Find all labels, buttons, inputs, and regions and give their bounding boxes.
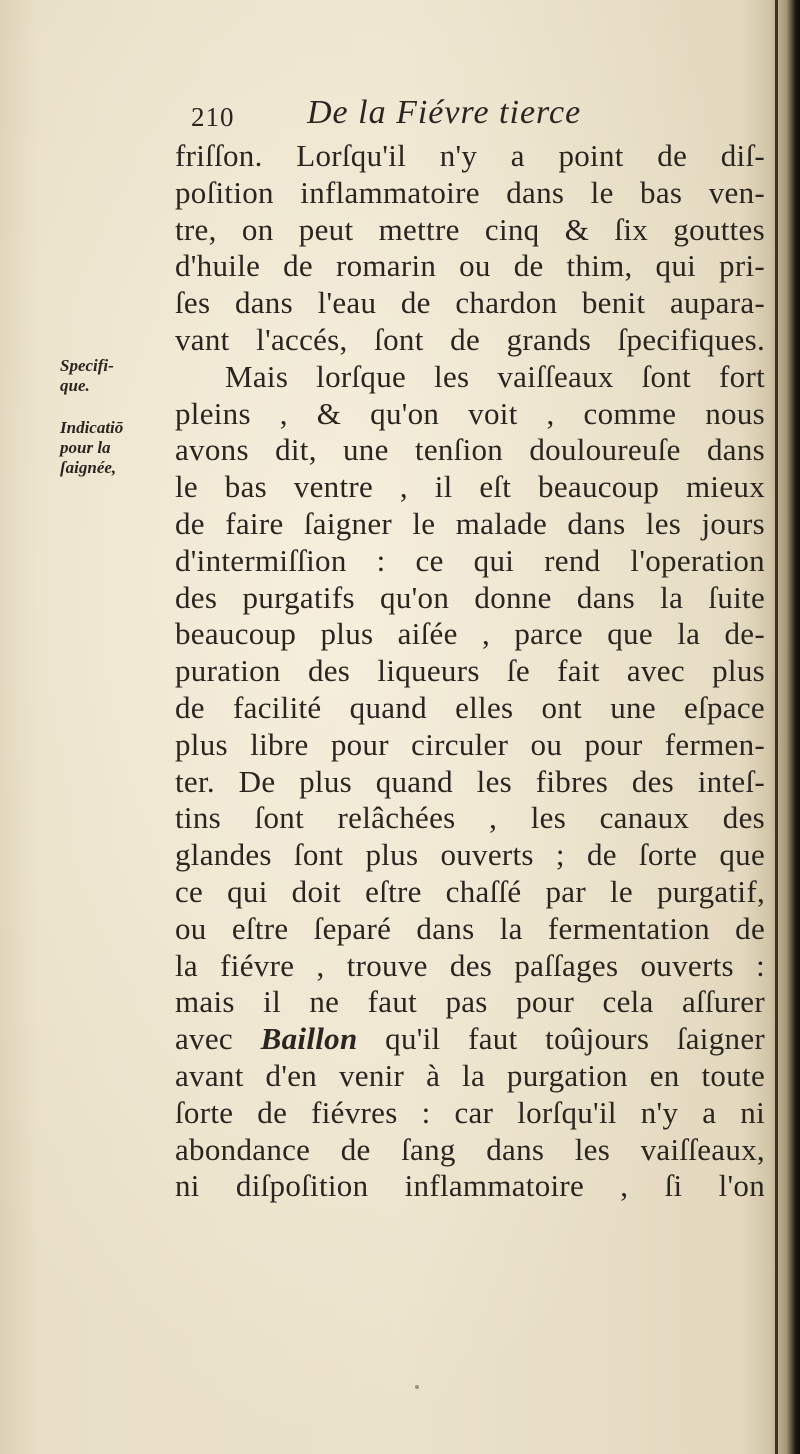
text-line: tins ſont relâchées , les canaux des [175,800,765,836]
text-line: de faire ſaigner le malade dans les jours [175,505,765,541]
text-line: beaucoup plus aiſée , parce que la de- [175,616,765,652]
text-line: tre, on peut mettre cinq & ſix gouttes [175,211,765,247]
text-line: de facilité quand elles ont une eſpace [175,689,765,725]
text-line: la fiévre , trouve des paſſages ouverts : [175,947,765,983]
binding-edge [775,0,778,1454]
text-line: pleins , & qu'on voit , comme nous [175,395,765,431]
text-line: plus libre pour circuler ou pour fermen- [175,726,765,762]
page-header [185,94,745,138]
margin-note-indication-3: ſaignée, [60,458,117,477]
text-line: mais il ne faut pas pour cela aſſurer [175,984,765,1020]
text-line: ter. De plus quand les fibres des inteſ- [175,763,765,799]
text-line: ſorte de fiévres : car lorſqu'il n'y a ni [175,1094,765,1130]
text-line: des purgatifs qu'on donne dans la ſuite [175,579,765,615]
text-line: ſes dans l'eau de chardon benit aupara- [175,285,765,321]
ink-speck [415,1385,419,1389]
text-line: ce qui doit eſtre chaſſé par le purgatif, [175,873,765,909]
margin-note-specifique-2: que. [60,376,90,395]
text-line-with-name [175,1021,765,1058]
text-fragment: qu'il faut toûjours ſaigner [357,1021,765,1057]
text-line: friſſon. Lorſqu'il n'y a point de diſ- [175,138,765,173]
text-line: le bas ventre , il eſt beaucoup mieux [175,469,765,505]
page-number: 210 [191,102,235,132]
text-line: avant d'en venir à la purgation en toute [175,1057,765,1093]
text-line: poſition inflammatoire dans le bas ven- [175,174,765,210]
text-line: avons dit, une tenſion douloureuſe dans [175,432,765,468]
text-line: ni diſpoſition inflammatoire , ſi l'on [175,1168,765,1204]
text-line: glandes ſont plus ouverts ; de ſorte que [175,837,765,873]
margin-note-indication-1: Indicatiō [60,418,124,437]
text-line: ou eſtre ſeparé dans la fermentation de [175,910,765,946]
margin-note-specifique-1: Specifi- [60,356,114,375]
text-line: abondance de ſang dans les vaiſſeaux, [175,1131,765,1167]
margin-note-indication-2: pour la [60,438,111,457]
running-title: De la Fiévre tierce [307,94,582,131]
text-line: vant l'accés, ſont de grands ſpecifiques. [175,321,765,357]
body-text [175,138,765,1205]
author-name-baillon: Baillon [260,1021,358,1057]
text-line: puration des liqueurs ſe fait avec plus [175,653,765,689]
text-line: d'huile de romarin ou de thim, qui pri- [175,248,765,284]
text-fragment: avec [175,1021,261,1057]
text-line: Mais lorſque les vaiſſeaux ſont fort [225,358,765,394]
text-line: d'intermiſſion : ce qui rend l'operation [175,542,765,578]
margin-notes [60,356,160,478]
